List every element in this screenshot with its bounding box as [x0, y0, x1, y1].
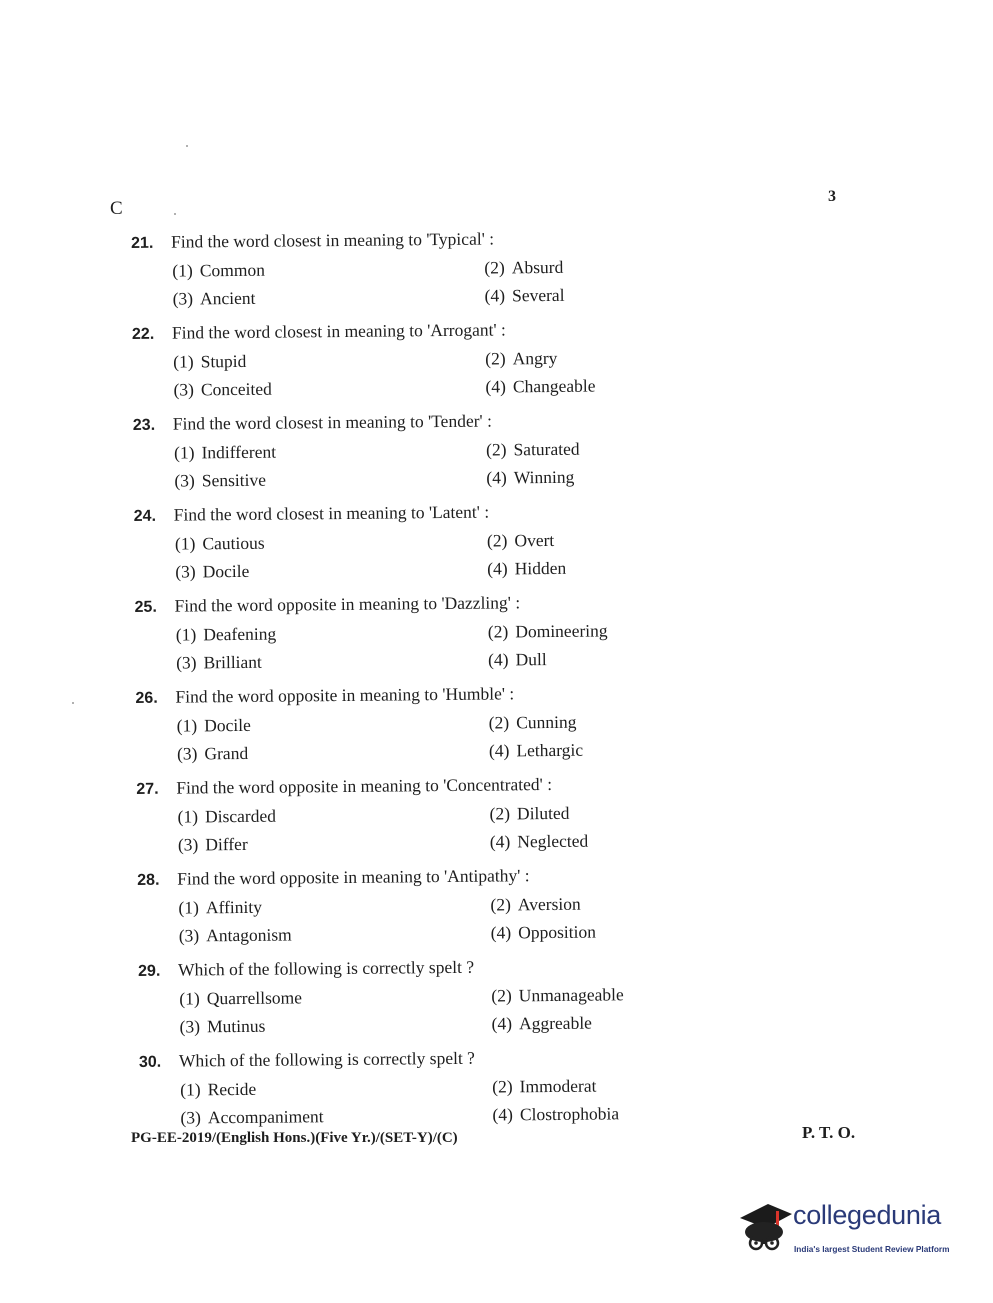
option-number: (1) — [178, 897, 199, 918]
option-text: Mutinus — [206, 1015, 266, 1037]
option-text: Brilliant — [203, 651, 262, 673]
option-4 — [488, 649, 547, 671]
question-24 — [134, 500, 695, 596]
question-text: Find the word opposite in meaning to 'Dazzling' : — [174, 592, 521, 616]
option-text: Docile — [204, 714, 251, 736]
question-number: 29. — [138, 962, 161, 980]
option-text: Hidden — [514, 557, 567, 579]
option-number: (2) — [489, 803, 511, 824]
option-text: Winning — [513, 466, 575, 488]
option-4 — [486, 467, 574, 489]
question-text: Find the word closest in meaning to 'Latent' : — [173, 501, 490, 525]
option-text: Saturated — [513, 438, 580, 460]
option-number: (4) — [488, 649, 509, 670]
option-text: Clostrophobia — [519, 1103, 620, 1125]
scan-speck — [72, 702, 74, 704]
option-number: (4) — [489, 831, 511, 852]
option-1 — [177, 715, 251, 737]
option-text: Deafening — [203, 623, 277, 645]
option-number: (4) — [490, 922, 512, 943]
question-number: 26. — [135, 689, 158, 707]
option-number: (2) — [492, 1076, 513, 1097]
question-number: 24. — [133, 507, 157, 525]
scan-speck — [186, 145, 188, 147]
option-text: Recide — [207, 1078, 257, 1100]
question-29 — [138, 955, 699, 1051]
option-number: (1) — [179, 988, 200, 1009]
set-letter: C — [110, 198, 123, 219]
option-text: Grand — [204, 742, 249, 764]
option-3 — [177, 743, 248, 765]
option-1 — [179, 987, 302, 1009]
option-number: (1) — [174, 533, 196, 554]
question-number: 22. — [131, 325, 155, 343]
option-1 — [172, 260, 265, 282]
option-2 — [487, 530, 554, 552]
brand-tagline: India's largest Student Review Platform — [794, 1244, 950, 1254]
question-number: 25. — [134, 598, 157, 616]
question-number: 28. — [137, 871, 160, 889]
option-text: Ancient — [199, 287, 256, 309]
option-text: Opposition — [518, 921, 597, 943]
option-2 — [489, 712, 577, 734]
option-text: Immoderat — [519, 1075, 597, 1097]
option-text: Domineering — [515, 620, 608, 642]
option-2 — [484, 257, 563, 279]
option-text: Antagonism — [206, 924, 292, 946]
question-30 — [139, 1046, 700, 1142]
option-number: (3) — [173, 379, 195, 400]
option-number: (1) — [172, 260, 193, 281]
option-number: (2) — [486, 439, 507, 460]
question-text: Which of the following is correctly spelt ? — [178, 1047, 476, 1071]
option-text: Changeable — [512, 375, 596, 397]
option-text: Differ — [205, 833, 248, 855]
option-number: (1) — [177, 806, 199, 827]
question-text: Find the word closest in meaning to 'Arrogant' : — [171, 319, 506, 343]
option-number: (3) — [176, 743, 198, 764]
option-number: (3) — [176, 652, 197, 673]
option-number: (4) — [492, 1104, 513, 1125]
option-text: Neglected — [517, 830, 589, 852]
option-4 — [485, 285, 565, 307]
option-number: (4) — [487, 558, 508, 579]
option-3 — [176, 652, 262, 674]
scan-speck — [174, 213, 176, 215]
question-list — [131, 227, 700, 1142]
question-text: Find the word opposite in meaning to 'Antipathy' : — [177, 865, 530, 889]
option-2 — [488, 620, 608, 642]
question-text: Find the word opposite in meaning to 'Humble' : — [175, 683, 515, 707]
page-number: 3 — [828, 188, 836, 205]
option-2 — [491, 984, 624, 1006]
option-text: Common — [199, 259, 266, 281]
option-4 — [492, 1013, 592, 1035]
option-3 — [179, 924, 292, 946]
option-1 — [175, 533, 265, 555]
question-number: 23. — [132, 416, 156, 434]
option-3 — [178, 834, 248, 856]
option-number: (1) — [176, 715, 198, 736]
question-27 — [136, 773, 697, 869]
option-text: Aversion — [517, 893, 581, 915]
question-26 — [135, 682, 696, 778]
option-4 — [487, 558, 566, 580]
option-text: Dull — [515, 649, 547, 670]
option-number: (4) — [485, 376, 507, 397]
question-number: 30. — [138, 1053, 162, 1071]
option-number: (2) — [488, 712, 510, 733]
collegedunia-watermark — [738, 1196, 968, 1266]
option-text: Indifferent — [201, 441, 277, 463]
option-text: Lethargic — [516, 739, 584, 761]
option-text: Quarrellsome — [206, 987, 303, 1009]
option-number: (1) — [173, 351, 194, 372]
brand-name: collegedunia — [793, 1200, 942, 1230]
option-text: Diluted — [516, 802, 570, 824]
student-mascot-icon — [738, 1196, 794, 1258]
option-3 — [174, 470, 266, 492]
option-text: Conceited — [200, 378, 272, 400]
question-text: Find the word opposite in meaning to 'Concentrated' : — [176, 773, 553, 798]
option-number: (1) — [174, 442, 195, 463]
option-2 — [490, 803, 570, 825]
option-number: (2) — [490, 894, 511, 915]
option-number: (3) — [175, 561, 196, 582]
option-text: Overt — [514, 529, 555, 551]
option-text: Several — [511, 284, 565, 306]
option-2 — [490, 894, 580, 916]
option-text: Sensitive — [201, 469, 267, 491]
option-4 — [491, 922, 596, 944]
option-1 — [178, 897, 262, 919]
option-3 — [180, 1016, 266, 1038]
option-number: (2) — [486, 530, 508, 551]
option-4 — [490, 831, 589, 853]
option-number: (4) — [486, 467, 507, 488]
option-text: Unmanageable — [518, 984, 624, 1006]
question-text: Which of the following is correctly spelt ? — [177, 956, 475, 980]
option-text: Aggreable — [518, 1012, 593, 1034]
option-text: Discarded — [204, 805, 277, 827]
option-number: (2) — [487, 621, 509, 642]
paper-code: PG-EE-2019/(English Hons.)(Five Yr.)/(SET-Y)/(C) — [131, 1130, 458, 1146]
option-text: Cautious — [202, 532, 265, 554]
option-3 — [173, 379, 272, 401]
question-28 — [137, 864, 698, 960]
question-21 — [131, 227, 692, 323]
option-1 — [176, 624, 276, 646]
option-4 — [492, 1103, 619, 1125]
option-4 — [485, 376, 595, 398]
option-number: (3) — [174, 470, 195, 491]
option-text: Docile — [202, 560, 250, 582]
option-3 — [180, 1106, 323, 1128]
option-3 — [173, 288, 256, 310]
option-1 — [180, 1079, 256, 1101]
option-2 — [486, 439, 580, 461]
option-number: (3) — [180, 1107, 202, 1128]
option-text: Stupid — [200, 350, 247, 372]
option-text: Angry — [512, 347, 558, 369]
option-number: (4) — [491, 1013, 513, 1034]
question-22 — [132, 318, 693, 414]
option-number: (3) — [177, 834, 199, 855]
option-1 — [173, 351, 246, 373]
question-25 — [134, 591, 695, 687]
option-number: (2) — [484, 257, 505, 278]
option-number: (3) — [178, 925, 200, 946]
option-number: (3) — [172, 288, 194, 309]
option-text: Absurd — [511, 256, 564, 278]
option-text: Cunning — [516, 711, 577, 733]
question-number: 21. — [131, 234, 154, 252]
option-1 — [174, 442, 276, 464]
option-number: (1) — [175, 624, 197, 645]
option-number: (1) — [180, 1079, 201, 1100]
option-2 — [485, 348, 557, 370]
question-text: Find the word closest in meaning to 'Tender' : — [172, 410, 492, 434]
option-number: (4) — [488, 740, 510, 761]
question-text: Find the word closest in meaning to 'Typical' : — [170, 228, 495, 252]
option-number: (2) — [485, 348, 506, 369]
option-text: Accompaniment — [207, 1106, 324, 1128]
option-3 — [175, 561, 249, 583]
option-number: (2) — [491, 985, 512, 1006]
question-23 — [133, 409, 694, 505]
option-4 — [489, 740, 583, 762]
option-text: Affinity — [205, 896, 263, 918]
option-2 — [492, 1076, 596, 1098]
option-number: (4) — [484, 285, 506, 306]
pto-label: P. T. O. — [802, 1123, 856, 1142]
question-number: 27. — [136, 780, 159, 798]
option-1 — [178, 806, 277, 828]
option-number: (3) — [179, 1016, 201, 1037]
